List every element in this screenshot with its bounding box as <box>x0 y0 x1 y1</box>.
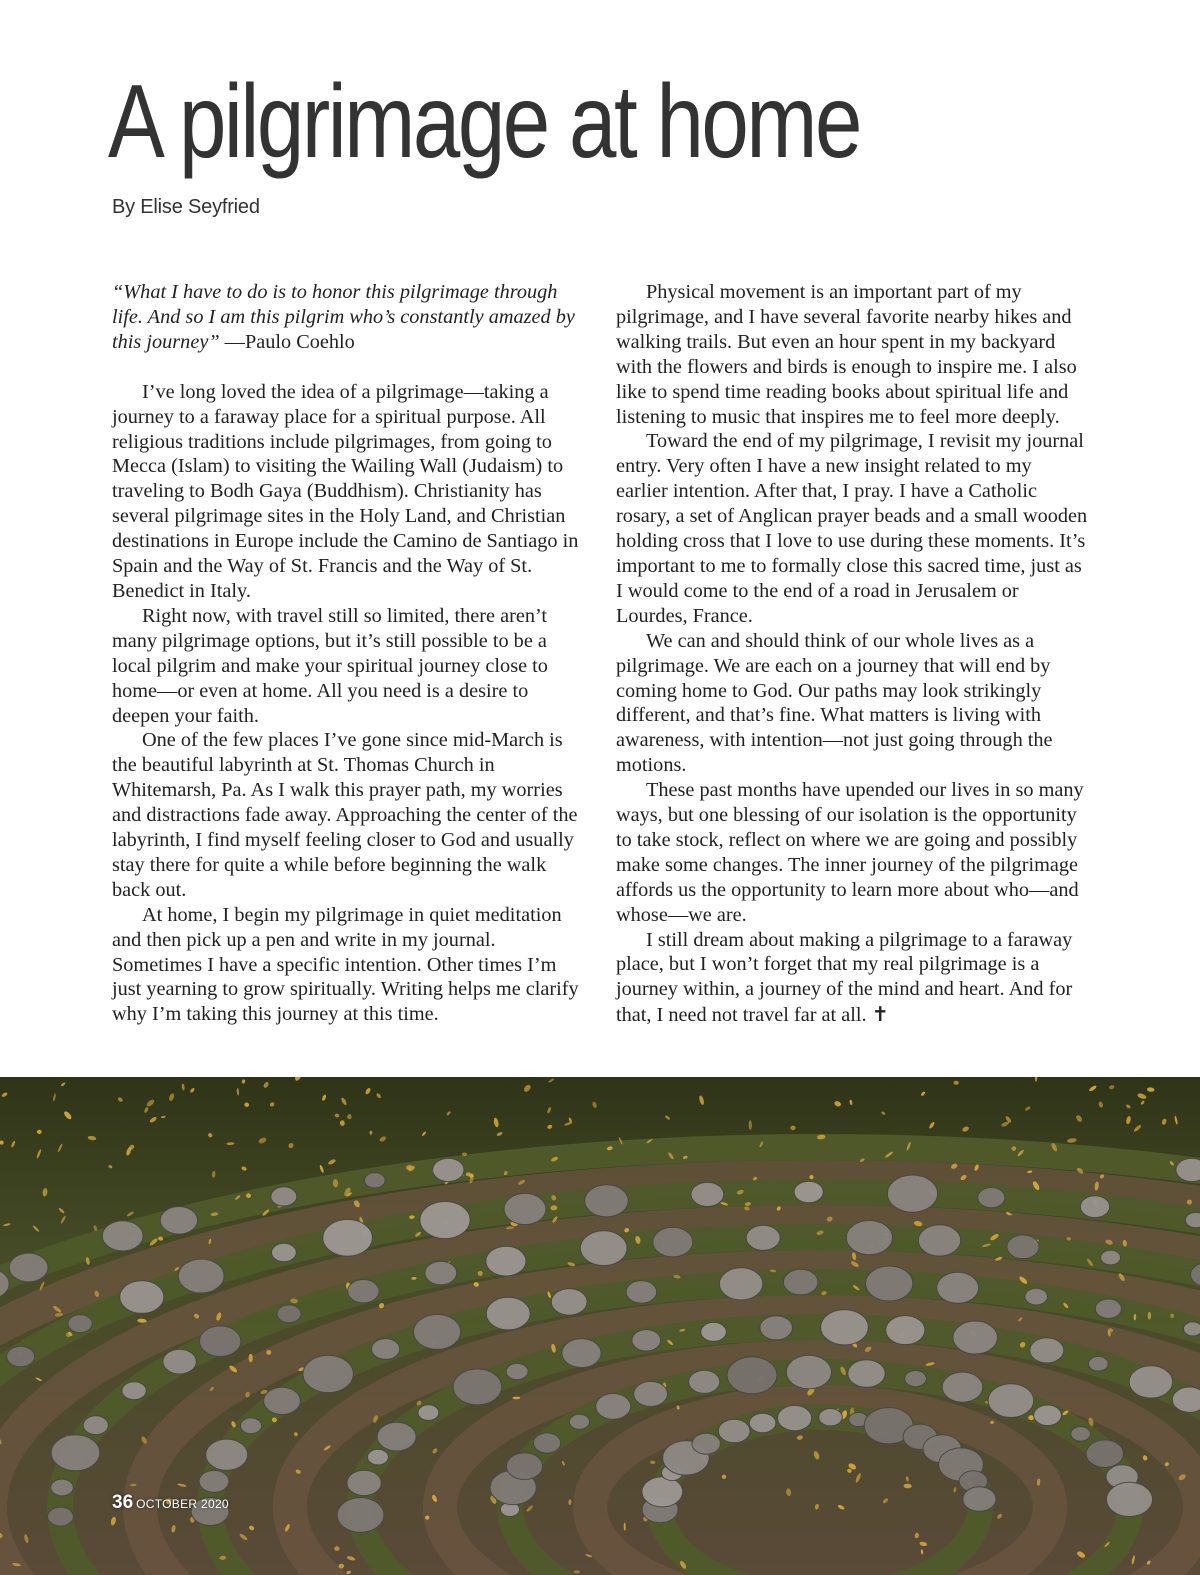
stone <box>866 1266 913 1301</box>
stone <box>718 1419 750 1443</box>
stone <box>1080 1196 1109 1218</box>
stone <box>1007 1235 1039 1259</box>
page-folio <box>112 1492 229 1514</box>
stone <box>277 1305 301 1323</box>
stone <box>988 1384 1034 1418</box>
stone <box>701 1322 727 1341</box>
stone <box>506 1363 528 1379</box>
stone <box>1172 1387 1200 1412</box>
stone <box>719 1268 762 1300</box>
stone <box>848 1360 885 1388</box>
stone <box>414 1314 461 1349</box>
stone <box>337 1498 384 1533</box>
epigraph <box>112 280 582 355</box>
stone <box>596 1394 631 1420</box>
page-number: 36 <box>112 1492 134 1513</box>
stone <box>348 1280 379 1303</box>
stone <box>794 1181 823 1203</box>
stone <box>199 1470 229 1492</box>
stone <box>626 1281 657 1304</box>
stone <box>420 1201 470 1238</box>
stone <box>206 1439 248 1470</box>
stone <box>905 1371 927 1387</box>
stone <box>1129 1366 1173 1398</box>
stone <box>506 1453 542 1480</box>
stone <box>303 1355 353 1392</box>
stone <box>760 1316 793 1340</box>
issue-date: OCTOBER 2020 <box>136 1497 229 1511</box>
stone <box>365 1173 386 1188</box>
stone <box>942 1372 983 1402</box>
left-column <box>112 280 582 1027</box>
body-paragraph: Right now, with travel still so limited, there aren’t many pilgrimage options, but it’s still possible to be a local pilgrim and make your spiritual journey close to home—or even at home. All you need is a desire to deepen your faith. <box>112 604 548 727</box>
byline: By Elise Seyfried <box>112 196 260 218</box>
stone <box>691 1182 724 1206</box>
stone <box>1088 1356 1108 1371</box>
stone <box>83 1416 108 1435</box>
stone <box>1101 1250 1121 1265</box>
stone <box>569 1414 589 1429</box>
stone <box>821 1310 869 1345</box>
stone <box>163 1349 196 1374</box>
stone <box>978 1188 1005 1208</box>
stone <box>68 1315 92 1333</box>
stone <box>689 1370 720 1393</box>
right-column <box>616 280 1088 1028</box>
stone <box>1095 1299 1121 1318</box>
stone <box>7 1346 35 1367</box>
stone <box>585 1185 629 1217</box>
stone <box>783 1269 818 1295</box>
stone <box>418 1405 439 1421</box>
stone <box>1030 1338 1064 1363</box>
stone <box>534 1433 561 1453</box>
stone <box>1071 1427 1091 1442</box>
stone <box>846 1221 892 1255</box>
stone <box>102 1221 143 1251</box>
body-paragraph: I’ve long loved the idea of a pilgrimage—taking a journey to a faraway place for a spiritual purpose. All religious traditions include pilgrimages, from going to Mecca (Islam) to visiting the Wailing Wall (Judaism) to traveling to Bodh Gaya (Buddhism). Christianity has several pilgrimage sites in the Holy Land, and Christian destinations in Europe include the Camino de Santiago in Spain and the Way of St. Francis and the Way of St. Benedict in Italy. <box>112 380 579 602</box>
stone <box>953 1321 998 1354</box>
stone <box>632 1330 661 1351</box>
stone <box>642 1477 683 1507</box>
body-paragraph: These past months have upended our lives in so many ways, but one blessing of our isolation is the opportunity to take stock, reflect on where we are going and possibly make some changes. The inner journey of the pilgrimage affords us the opportunity to learn more about who—and whose—we are. <box>616 779 1084 926</box>
final-paragraph-text: I still dream about making a pilgrimage to a faraway place, but I won’t forget that my real pilgrimage is a journey within, a journey of the mind and heart. And for that, I need not travel far at all. <box>616 928 1073 1027</box>
stone <box>886 1316 925 1345</box>
stone <box>368 1449 389 1465</box>
stone <box>634 1381 668 1406</box>
stone <box>323 1219 373 1256</box>
stone <box>160 1207 197 1235</box>
stone <box>551 1289 587 1316</box>
stone <box>887 1175 937 1212</box>
stone <box>963 1487 996 1512</box>
stone <box>453 1369 502 1405</box>
stone <box>425 1261 457 1285</box>
stone <box>562 1339 601 1368</box>
stone <box>272 1243 297 1261</box>
stone <box>692 1433 720 1454</box>
stone <box>271 1187 297 1206</box>
stone <box>1086 1440 1123 1468</box>
stone <box>122 1382 146 1400</box>
article-title: A pilgrimage at home <box>108 64 860 180</box>
body-paragraph: We can and should think of our whole lives as a pilgrimage. We are each on a journey that will end by coming home to God. Our paths may look strikingly different, and that’s fine. What matters is living with awareness, with intention—not just going through the motions. <box>616 629 1053 777</box>
stone <box>580 1231 627 1266</box>
stone <box>786 1355 831 1389</box>
cross-end-mark: ✝ <box>871 1002 889 1027</box>
stone <box>1025 1288 1048 1305</box>
stone <box>241 1418 262 1434</box>
stone <box>372 1339 400 1360</box>
stone <box>178 1259 224 1293</box>
body-paragraph: At home, I begin my pilgrimage in quiet meditation and then pick up a pen and write in my journal. Sometimes I have a specific intention. Other times I’m just yearning to grow spiritually. Writing helps me clarify why I’m taking this journey at this time. <box>112 903 579 1026</box>
stone <box>819 1409 843 1426</box>
body-paragraph-final <box>616 928 1088 1029</box>
stone <box>749 1413 776 1433</box>
stone <box>486 1246 526 1276</box>
stone <box>727 1357 777 1394</box>
stone <box>1106 1482 1152 1516</box>
stone <box>377 1422 416 1451</box>
stone <box>746 1225 780 1250</box>
stone <box>653 1227 693 1257</box>
body-paragraph: One of the few places I’ve gone since mid-March is the beautiful labyrinth at St. Thomas Church in Whitemarsh, Pa. As I walk this prayer path, my worries and distractions fade away. Approaching the center of the labyrinth, I find myself feeling closer to God and usually stay there for quite a while before beginning the walk back out. <box>112 729 578 901</box>
stone <box>486 1297 530 1330</box>
epigraph-attribution: —Paulo Coehlo <box>219 330 355 353</box>
stone <box>937 1272 979 1303</box>
stone <box>918 1225 960 1256</box>
stone <box>504 1193 546 1224</box>
stone <box>1185 1212 1200 1227</box>
leaf <box>1148 1312 1151 1320</box>
stone <box>347 1470 381 1495</box>
stone <box>51 1479 74 1496</box>
body-paragraph: Toward the end of my pilgrimage, I revisit my journal entry. Very often I have a new insight related to my earlier intention. After that, I pray. I have a Catholic rosary, a set of Anglican prayer beads and a small wooden holding cross that I love to use during these moments. It’s important to me to formally close this sacred time, just as I would come to the end of a road in Jerusalem or Lourdes, France. <box>616 430 1088 627</box>
stone <box>51 1435 100 1471</box>
stone <box>1034 1405 1062 1426</box>
body-paragraph: Physical movement is an important part of my pilgrimage, and I have several favorite nearby hikes and walking trails. But even an hour spent in my backyard with the flowers and birds is enough to inspire me. I also like to spend time reading books about spiritual life and listening to music that inspires me to feel more deeply. <box>616 281 1077 428</box>
stone <box>264 1387 301 1414</box>
stone <box>9 1253 48 1282</box>
stone <box>778 1405 812 1430</box>
stone <box>433 1158 464 1181</box>
stone <box>200 1326 241 1357</box>
stone <box>1183 1322 1200 1336</box>
stone <box>48 1507 74 1526</box>
stone <box>120 1281 164 1314</box>
epigraph-quote: “What I have to do is to honor this pilgrimage through life. And so I am this pilgrim who’s constantly amazed by this journey” <box>112 281 575 353</box>
